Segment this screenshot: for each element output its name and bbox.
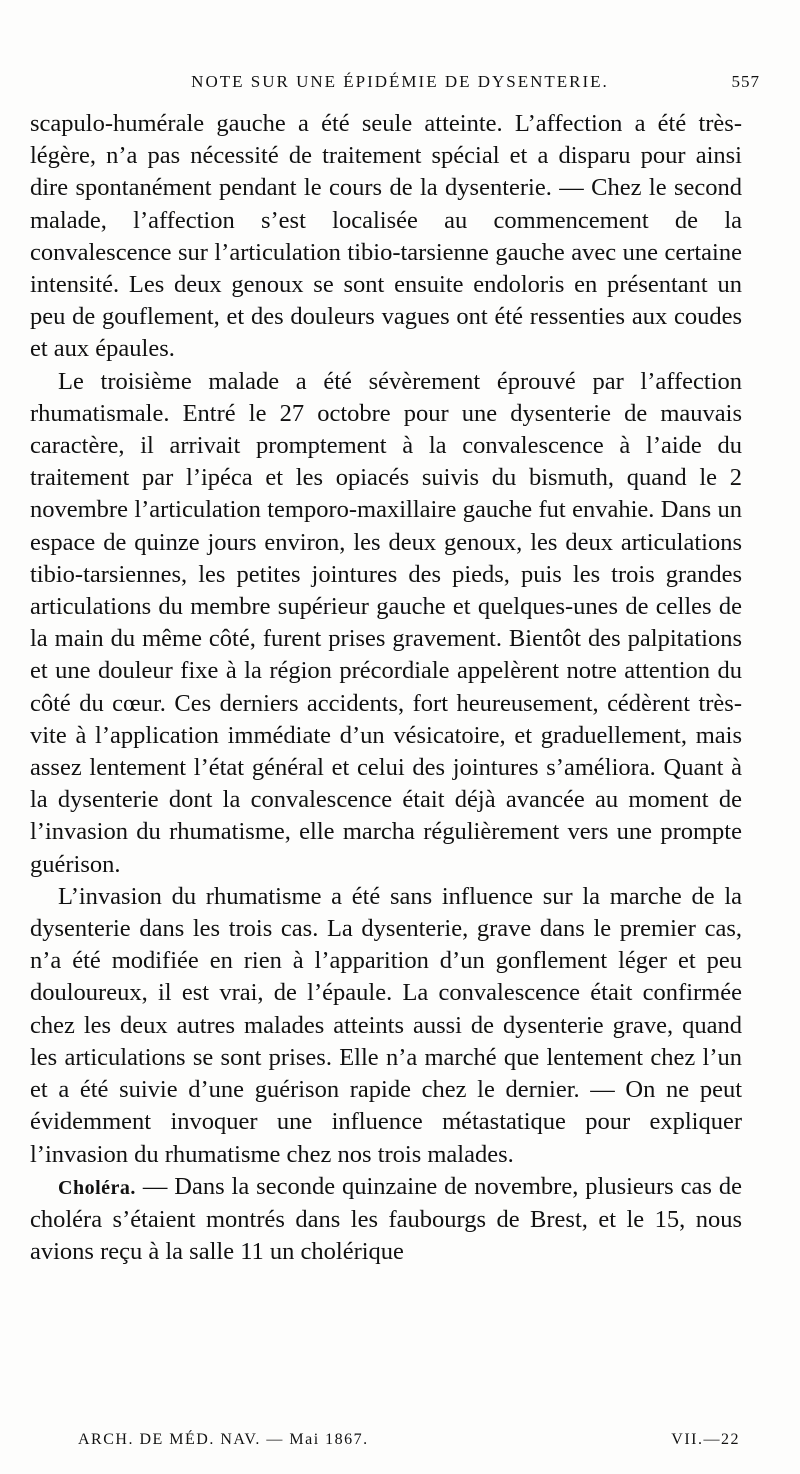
running-title: NOTE SUR UNE ÉPIDÉMIE DE DYSENTERIE.: [191, 72, 609, 91]
page-number: 557: [731, 72, 760, 91]
paragraph-3: L’invasion du rhumatisme a été sans influence sur la marche de la dysenterie dans les trois cas. La dysenterie, grave dans le premier cas, n’a été modifiée en rien à l’apparition d’un gonflement léger et peu douloureux, il est vrai, de l’épaule. La convalescence était confirmée chez les deux autres malades atteints aussi de dysenterie grave, quand les articulations se sont prises. Elle n’a marché que lentement chez l’un et a été suivie d’une guérison rapide chez le dernier. — On ne peut évidemment invoquer une influence métastatique pour expliquer l’invasion du rhumatisme chez nos trois malades.: [30, 882, 742, 1168]
paragraph-4: [30, 1171, 742, 1269]
page-footer: [78, 1431, 740, 1455]
journal-citation: ARCH. DE MÉD. NAV. — Mai 1867.: [78, 1431, 369, 1448]
printer-signature: VII.—22: [671, 1431, 740, 1448]
body-text: [30, 108, 742, 1268]
paragraph-2: Le troisième malade a été sévèrement éprouvé par l’affection rhumatismale. Entré le 27 octobre pour une dysenterie de mauvais caractère, il arrivait promptement à la convalescence à l’aide du traitement par l’ipéca et les opiacés suivis du bismuth, quand le 2 novembre l’articulation temporo-maxillaire gauche fut envahie. Dans un espace de quinze jours environ, les deux genoux, les deux articulations tibio-tarsiennes, les petites jointures des pieds, puis les trois grandes articulations du membre supérieur gauche et quelques-unes de celles de la main du même côté, furent prises gravement. Bientôt des palpitations et une douleur fixe à la région précordiale appelèrent notre attention du côté du cœur. Ces derniers accidents, fort heureusement, cédèrent très-vite à l’application immédiate d’un vésicatoire, et graduellement, mais assez lentement l’état général et celui des jointures s’améliora. Quant à la dysenterie dont la convalescence était déjà avancée au moment de l’invasion du rhumatisme, elle marcha régulièrement vers une prompte guérison.: [30, 367, 742, 878]
section-heading-cholera: Choléra.: [58, 1176, 136, 1199]
paragraph-1: scapulo-humérale gauche a été seule atteinte. L’affection a été très-légère, n’a pas nécessité de traitement spécial et a disparu pour ainsi dire spontanément pendant le cours de la dysenterie. — Chez le second malade, l’affection s’est localisée au commencement de la convalescence sur l’articulation tibio-tarsienne gauche avec une certaine intensité. Les deux genoux se sont ensuite endoloris en présentant un peu de gouflement, et des douleurs vagues ont été ressenties aux coudes et aux épaules.: [30, 110, 742, 363]
paragraph-4-text: — Dans la seconde quinzaine de novembre, plusieurs cas de choléra s’étaient montrés dans les faubourgs de Brest, et le 15, nous avions reçu à la salle 11 un cholérique: [30, 1172, 742, 1266]
page-header: [40, 72, 760, 102]
